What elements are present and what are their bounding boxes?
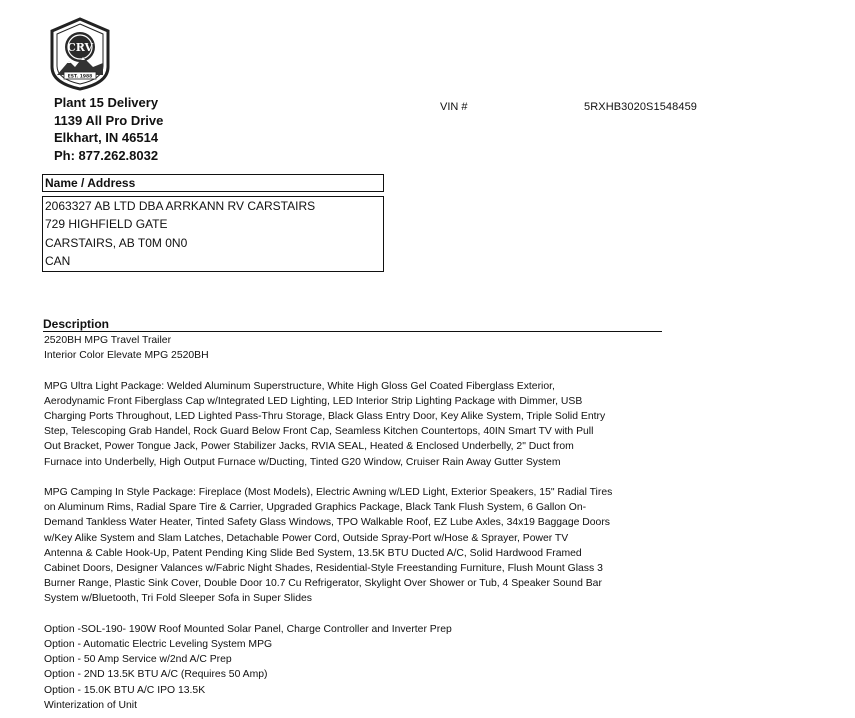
address-line: 729 HIGHFIELD GATE (45, 217, 168, 232)
description-divider (43, 331, 662, 332)
vin-label: VIN # (440, 101, 468, 113)
logo-text: CRV (66, 41, 94, 54)
address-line: 2063327 AB LTD DBA ARRKANN RV CARSTAIRS (45, 199, 316, 213)
interior-color-line: Interior Color Elevate MPG 2520BH (44, 350, 209, 362)
package-line: Charging Ports Throughout, LED Lighted Pass-Thru Storage, Black Glass Entry Door, Key Alike System, Triple Solid Entry (44, 411, 606, 422)
option-item: Option - Automatic Electric Leveling System MPG (44, 639, 273, 651)
package-line: System w/Bluetooth, Tri Fold Sleeper Sofa in Super Slides (44, 593, 312, 605)
address-line: CAN (45, 253, 71, 268)
option-item: Option - 50 Amp Service w/2nd A/C Prep (44, 654, 232, 666)
address-line: CARSTAIRS, AB T0M 0N0 (45, 235, 188, 250)
options-list (44, 622, 664, 713)
company-logo (47, 17, 113, 91)
plant-street: 1139 All Pro Drive (54, 112, 164, 128)
name-address-header: Name / Address (42, 174, 384, 192)
option-item: Winterization of Unit (44, 699, 137, 711)
package-line: Cabinet Doors, Designer Valances w/Fabric Night Shades, Residential-Style Freestanding Furniture, Flush Mount Glass 3 (44, 563, 603, 575)
plant-name: Plant 15 Delivery (54, 95, 159, 110)
package-line: on Aluminum Rims, Radial Spare Tire & Carrier, Upgraded Graphics Package, Black Tank Flush System, 6 Gallon On- (44, 502, 587, 514)
description-body (44, 333, 664, 713)
package-line: Step, Telescoping Grab Handel, Rock Guard Below Front Cap, Seamless Kitchen Countertops, 40IN Smart TV with Pull (44, 426, 594, 438)
package-line: MPG Ultra Light Package: Welded Aluminum Superstructure, White High Gloss Gel Coated Fiberglass Exterior, (44, 380, 555, 392)
package-line: Burner Range, Plastic Sink Cover, Double Door 10.7 Cu Refrigerator, Skylight Over Shower or Tub, 4 Speaker Sound Bar (44, 578, 602, 590)
package-line: Demand Tankless Water Heater, Tinted Safety Glass Windows, TPO Walkable Roof, EZ Lube Axles, 34x19 Baggage Doors (44, 517, 610, 529)
model-line: 2520BH MPG Travel Trailer (44, 335, 172, 346)
camping-in-style-package (44, 485, 664, 607)
option-item: Option - 15.0K BTU A/C IPO 13.5K (44, 684, 206, 696)
package-line: Out Bracket, Power Tongue Jack, Power Stabilizer Jacks, RVIA SEAL, Heated & Enclosed Underbelly, 2" Duct from (44, 441, 574, 453)
vin-value: 5RXHB3020S1548459 (584, 101, 698, 113)
option-item: Option -SOL-190- 190W Roof Mounted Solar Panel, Charge Controller and Inverter Prep (44, 623, 452, 635)
plant-address (54, 94, 163, 164)
description-title: Description (43, 317, 110, 331)
plant-city: Elkhart, IN 46514 (54, 130, 159, 145)
option-item: Option - 2ND 13.5K BTU A/C (Requires 50 Amp) (44, 669, 268, 681)
package-line: w/Key Alike System and Slam Latches, Detachable Power Cord, Outside Spray-Port w/Hose & Sprayer, Power TV (44, 532, 569, 544)
logo-est-text: EST. 1988 (67, 74, 93, 80)
package-line: Antenna & Cable Hook-Up, Patent Pending King Slide Bed System, 13.5K BTU Ducted A/C, Solid Hardwood Framed (44, 547, 582, 559)
package-line: MPG Camping In Style Package: Fireplace (Most Models), Electric Awning w/LED Light, Exterior Speakers, 15" Radial Tires (44, 487, 613, 498)
name-address-box (42, 196, 384, 272)
crv-badge-logo (47, 17, 113, 91)
plant-phone: Ph: 877.262.8032 (54, 147, 159, 163)
package-line: Aerodynamic Front Fiberglass Cap w/Integrated LED Lighting, LED Interior Strip Lighting Package with Dimmer, USB (44, 395, 583, 407)
package-line: Furnace into Underbelly, High Output Furnace w/Ducting, Tinted G20 Window, Cruiser Rain Away Gutter System (44, 456, 561, 468)
ultra-light-package (44, 379, 664, 470)
